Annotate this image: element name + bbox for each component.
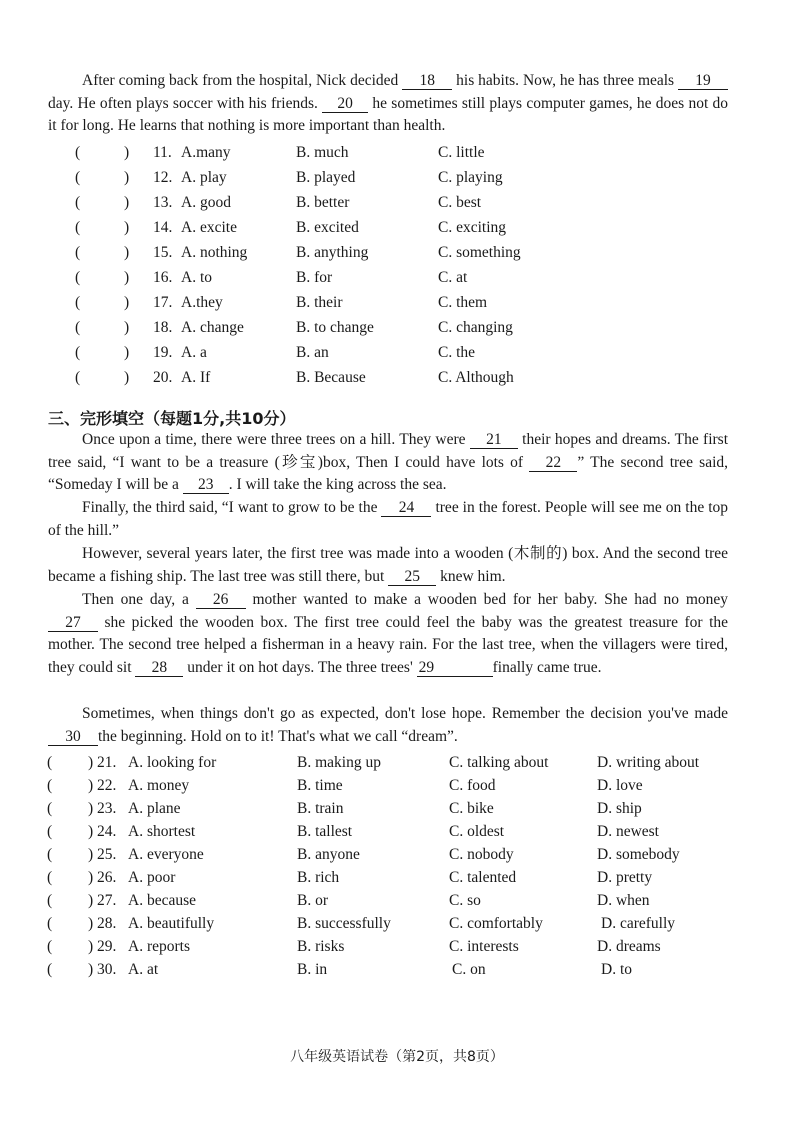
- option-c: C. the: [438, 344, 476, 361]
- option-a: A. play: [181, 169, 227, 186]
- option-c: C. at: [438, 269, 468, 286]
- option-b: B. anything: [296, 244, 369, 261]
- option-a: A.they: [181, 294, 223, 311]
- question-number: 12.: [153, 169, 173, 186]
- answer-paren-open[interactable]: (: [75, 294, 81, 311]
- passage-text: tree in the forest. People will see me on the top of the hill.”: [48, 499, 729, 539]
- question-row: [0, 141, 794, 165]
- option-d: D. dreams: [597, 938, 661, 955]
- option-b: B. train: [297, 800, 344, 817]
- question-number: ) 23.: [88, 800, 117, 817]
- answer-paren-close: ): [124, 144, 130, 161]
- answer-blank: 27: [48, 615, 98, 632]
- option-b: B. an: [296, 344, 329, 361]
- option-a: A. because: [128, 892, 196, 909]
- option-a: A. looking for: [128, 754, 217, 771]
- option-a: A. If: [181, 369, 211, 386]
- option-d: D. carefully: [601, 915, 676, 932]
- question-row: [0, 751, 794, 775]
- option-c: C. best: [438, 194, 482, 211]
- question-number: 19.: [153, 344, 173, 361]
- option-b: B. excited: [296, 219, 359, 236]
- question-row: [0, 889, 794, 913]
- option-c: C. Although: [438, 369, 514, 386]
- option-a: A. to: [181, 269, 212, 286]
- option-a: A. everyone: [128, 846, 204, 863]
- option-c: C. nobody: [449, 846, 514, 863]
- passage-1: [48, 70, 728, 138]
- question-row: [0, 191, 794, 215]
- question-number: 11.: [153, 144, 172, 161]
- question-row: [0, 843, 794, 867]
- passage-text: day. He often plays soccer with his friends.: [48, 94, 318, 112]
- cloze-paragraph-5: [48, 703, 728, 748]
- answer-blank: 22: [529, 455, 577, 472]
- option-d: D. when: [597, 892, 650, 909]
- answer-blank: 24: [381, 500, 431, 517]
- option-b: B. Because: [296, 369, 366, 386]
- option-b: B. played: [296, 169, 356, 186]
- answer-paren-open[interactable]: (: [47, 961, 53, 978]
- option-c: C. little: [438, 144, 485, 161]
- passage-text: However, several years later, the first tree was made into a wooden (木制的) box. And the second tree became a fishing ship. The last tree was still there, but: [48, 545, 728, 585]
- option-b: B. successfully: [297, 915, 391, 932]
- answer-paren-open[interactable]: (: [47, 846, 53, 863]
- option-b: B. much: [296, 144, 349, 161]
- question-row: [0, 266, 794, 290]
- option-c: C. comfortably: [449, 915, 543, 932]
- answer-paren-open[interactable]: (: [75, 319, 81, 336]
- option-a: A. change: [181, 319, 244, 336]
- answer-blank: 29: [417, 660, 493, 677]
- question-row: [0, 366, 794, 390]
- option-d: D. to: [601, 961, 632, 978]
- option-b: B. making up: [297, 754, 381, 771]
- answer-paren-open[interactable]: (: [47, 800, 53, 817]
- answer-blank: 20: [322, 96, 368, 113]
- option-c: C. changing: [438, 319, 513, 336]
- answer-paren-open[interactable]: (: [47, 915, 53, 932]
- option-c: C. bike: [449, 800, 494, 817]
- option-b: B. in: [297, 961, 328, 978]
- question-number: 14.: [153, 219, 173, 236]
- answer-paren-close: ): [124, 219, 130, 236]
- option-c: C. exciting: [438, 219, 507, 236]
- answer-blank: 21: [470, 432, 518, 449]
- answer-paren-open[interactable]: (: [75, 219, 81, 236]
- question-row: [0, 341, 794, 365]
- answer-paren-open[interactable]: (: [75, 369, 81, 386]
- option-b: B. better: [296, 194, 350, 211]
- question-row: [0, 316, 794, 340]
- answer-blank: 26: [196, 592, 246, 609]
- option-a: A. plane: [128, 800, 181, 817]
- passage-text: his habits. Now, he has three meals: [456, 72, 675, 89]
- cloze-paragraph-3: [48, 543, 728, 588]
- passage-text: Finally, the third said, “I want to grow to be the: [82, 499, 378, 516]
- answer-paren-close: ): [124, 269, 130, 286]
- question-row: [0, 216, 794, 240]
- answer-paren-close: ): [124, 194, 130, 211]
- passage-text: their hopes and dreams. The first tree said, “I want to be a treasure (珍宝)box, Then I could have lots of: [48, 431, 729, 471]
- cloze-paragraph-4: [48, 589, 728, 680]
- option-a: A. reports: [128, 938, 190, 955]
- option-c: C. talking about: [449, 754, 549, 771]
- passage-text: under it on hot days. The three trees': [187, 659, 413, 677]
- question-row: [0, 912, 794, 936]
- answer-paren-open[interactable]: (: [75, 194, 81, 211]
- option-a: A. excite: [181, 219, 237, 236]
- cloze-paragraph-2: [48, 497, 728, 542]
- answer-paren-close: ): [124, 344, 130, 361]
- question-number: 16.: [153, 269, 173, 286]
- question-row: [0, 797, 794, 821]
- question-row: [0, 958, 794, 982]
- answer-paren-open[interactable]: (: [47, 754, 53, 771]
- passage-text: Sometimes, when things don't go as expected, don't lose hope. Remember the decision you've made: [82, 705, 728, 722]
- question-number: ) 25.: [88, 846, 117, 863]
- question-number: ) 21.: [88, 754, 117, 771]
- passage-text: After coming back from the hospital, Nick decided: [82, 72, 399, 89]
- option-c: C. talented: [449, 869, 517, 886]
- question-row: [0, 866, 794, 890]
- question-number: 18.: [153, 319, 173, 336]
- answer-blank: 19: [678, 73, 728, 90]
- question-row: [0, 241, 794, 265]
- option-b: B. risks: [297, 938, 345, 955]
- option-c: C. so: [449, 892, 481, 909]
- option-a: A.many: [181, 144, 231, 161]
- question-row: [0, 774, 794, 798]
- answer-paren-close: ): [124, 169, 130, 186]
- passage-text: mother wanted to make a wooden bed for her baby. She had no money: [252, 591, 729, 608]
- section-heading: 三、完形填空（每题1分,共10分）: [48, 409, 296, 428]
- answer-blank: 23: [183, 477, 229, 494]
- option-a: A. a: [181, 344, 207, 361]
- option-a: A. at: [128, 961, 159, 978]
- question-row: [0, 935, 794, 959]
- answer-paren-close: ): [124, 244, 130, 261]
- answer-paren-open[interactable]: (: [47, 938, 53, 955]
- option-d: D. love: [597, 777, 643, 794]
- answer-paren-open[interactable]: (: [47, 869, 53, 886]
- option-d: D. ship: [597, 800, 642, 817]
- option-a: A. nothing: [181, 244, 248, 261]
- answer-blank: 30: [48, 729, 98, 746]
- option-c: C. food: [449, 777, 496, 794]
- passage-text: ” The second tree said, “Someday I will be a: [48, 453, 729, 494]
- question-number: ) 26.: [88, 869, 117, 886]
- answer-blank: 18: [402, 73, 452, 90]
- passage-text: the beginning. Hold on to it! That's what we call “dream”.: [98, 727, 458, 745]
- passage-text: knew him.: [440, 567, 506, 585]
- question-number: 17.: [153, 294, 173, 311]
- answer-paren-open[interactable]: (: [47, 823, 53, 840]
- question-number: ) 29.: [88, 938, 117, 955]
- answer-paren-open[interactable]: (: [75, 344, 81, 361]
- option-a: A. money: [128, 777, 190, 794]
- option-b: B. time: [297, 777, 343, 794]
- question-number: ) 24.: [88, 823, 117, 840]
- answer-paren-open[interactable]: (: [47, 777, 53, 794]
- option-a: A. beautifully: [128, 915, 215, 932]
- answer-paren-open[interactable]: (: [75, 169, 81, 186]
- option-b: B. rich: [297, 869, 340, 886]
- question-row: [0, 291, 794, 315]
- passage-text: finally came true.: [492, 659, 602, 677]
- question-number: ) 22.: [88, 777, 117, 794]
- option-b: B. for: [296, 269, 333, 286]
- option-d: D. newest: [597, 823, 659, 840]
- option-c: C. on: [452, 961, 486, 978]
- option-c: C. them: [438, 294, 488, 311]
- answer-paren-open[interactable]: (: [75, 144, 81, 161]
- option-c: C. something: [438, 244, 521, 261]
- passage-text: she picked the wooden box. The first tree could feel the baby was the greatest treasure for the mother. The second tree helped a fisherman in a heavy rain. For the last tree, when the villagers were tired, they could sit: [48, 613, 729, 677]
- answer-paren-open[interactable]: (: [75, 244, 81, 261]
- question-number: 13.: [153, 194, 173, 211]
- answer-paren-open[interactable]: (: [47, 892, 53, 909]
- passage-text: he sometimes still plays computer games, he does not do it for long. He learns that nothing is more important than health.: [48, 94, 729, 135]
- page-footer: 八年级英语试卷（第2页，共8页）: [290, 1049, 504, 1065]
- option-a: A. good: [181, 194, 231, 211]
- passage-text: . I will take the king across the sea.: [228, 476, 447, 494]
- question-row: [0, 820, 794, 844]
- question-row: [0, 166, 794, 190]
- cloze-paragraph-1: [48, 429, 728, 497]
- question-number: ) 27.: [88, 892, 117, 909]
- option-b: B. or: [297, 892, 328, 909]
- answer-paren-open[interactable]: (: [75, 269, 81, 286]
- question-number: ) 28.: [88, 915, 117, 932]
- answer-paren-close: ): [124, 294, 130, 311]
- passage-text: Then one day, a: [82, 591, 189, 608]
- option-a: A. poor: [128, 869, 176, 886]
- question-number: ) 30.: [88, 961, 117, 978]
- option-c: C. playing: [438, 169, 503, 186]
- option-b: B. to change: [296, 319, 374, 336]
- answer-blank: 28: [135, 660, 183, 677]
- passage-text: Once upon a time, there were three trees on a hill. They were: [82, 431, 466, 448]
- option-d: D. pretty: [597, 869, 653, 886]
- option-b: B. tallest: [297, 823, 353, 840]
- question-number: 15.: [153, 244, 173, 261]
- answer-paren-close: ): [124, 369, 130, 386]
- option-c: C. interests: [449, 938, 519, 955]
- option-d: D. somebody: [597, 846, 680, 863]
- option-a: A. shortest: [128, 823, 196, 840]
- option-c: C. oldest: [449, 823, 505, 840]
- option-d: D. writing about: [597, 754, 700, 771]
- answer-blank: 25: [388, 569, 436, 586]
- option-b: B. their: [296, 294, 343, 311]
- answer-paren-close: ): [124, 319, 130, 336]
- option-b: B. anyone: [297, 846, 360, 863]
- question-number: 20.: [153, 369, 173, 386]
